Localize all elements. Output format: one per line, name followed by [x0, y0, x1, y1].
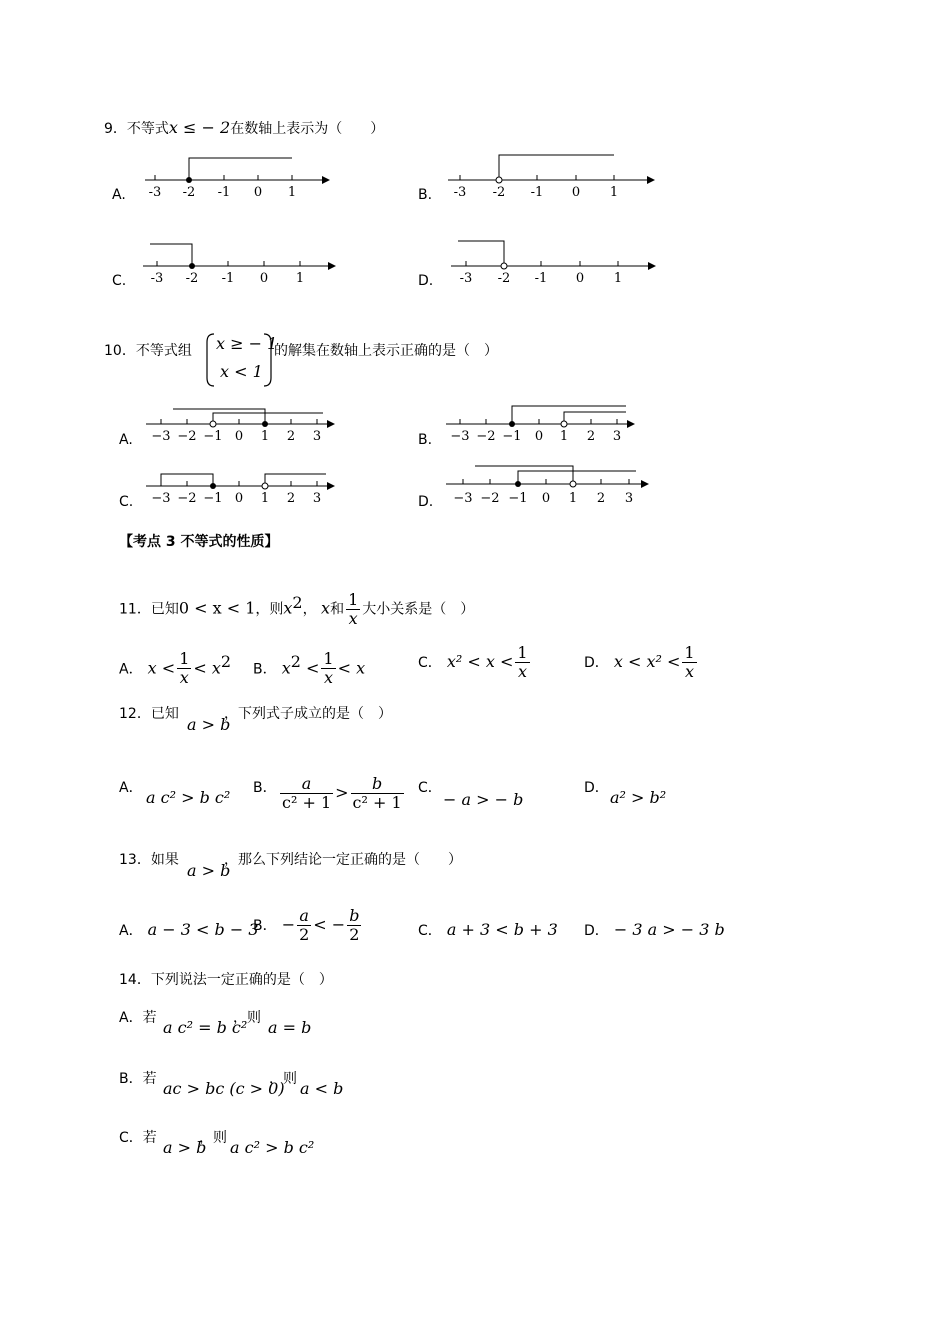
q12-option-d-expr: a² > b² — [610, 788, 667, 807]
q9-option-b-label[interactable]: B. — [418, 187, 433, 203]
tick-label: −1 — [502, 429, 522, 444]
tick-label: 3 — [624, 491, 634, 506]
q11-option-d[interactable]: D． x < x² < $\frac{1}{x}$ — [584, 643, 695, 681]
tick-label: -1 — [534, 271, 548, 286]
q14-option-c-sep: ，则 — [199, 1130, 227, 1146]
tick-label: 0 — [259, 271, 269, 286]
q9-option-c-number-line — [140, 236, 345, 291]
tick-label: −2 — [177, 491, 197, 506]
q12-stem-tail: ，下列式子成立的是（ ） — [224, 706, 392, 722]
q11-option-a[interactable]: A． x < $\frac{1}{x}$ < $x^2$ — [119, 649, 232, 688]
tick-label: −1 — [203, 429, 223, 444]
tick-label: 3 — [612, 429, 622, 444]
q11-stem: 11．已知0 < x < 1，则$x^2$， x和 $\frac{1}{x}$ 大小关系是（ ） — [119, 590, 475, 629]
q10-inequality-2: x < 1 — [220, 362, 263, 381]
tick-label: 1 — [559, 429, 569, 444]
section-heading: 【考点 3 不等式的性质】 — [119, 534, 279, 550]
q10-option-d-label[interactable]: D. — [418, 494, 434, 510]
q13-stem-tail: ，那么下列结论一定正确的是（ ） — [224, 852, 462, 868]
q10-option-b-label[interactable]: B. — [418, 432, 433, 448]
q12-option-b-expr: $\frac{a}{\text{c² + 1}}$ > $\frac{b}{\text{c² + 1}}$ — [282, 774, 402, 812]
q10-option-b-number-line — [443, 400, 643, 450]
q14-option-a-sep: ，则 — [233, 1010, 261, 1026]
q10-option-a-number-line — [143, 400, 343, 450]
q10-option-c-label[interactable]: C. — [119, 494, 134, 510]
q14-option-c[interactable]: C．若 — [119, 1130, 157, 1146]
tick-label: -1 — [221, 271, 235, 286]
tick-label: 1 — [260, 429, 270, 444]
tick-label: 2 — [596, 491, 606, 506]
tick-label: -2 — [185, 271, 199, 286]
q14-stem: 14．下列说法一定正确的是（ ） — [119, 972, 333, 988]
q13-condition: a > b — [187, 861, 231, 880]
q13-option-a[interactable]: A． a − 3 < b − 3 — [119, 920, 259, 939]
tick-label: −3 — [453, 491, 473, 506]
tick-label: −2 — [480, 491, 500, 506]
tick-label: −3 — [450, 429, 470, 444]
tick-label: −2 — [476, 429, 496, 444]
q9-option-d-label[interactable]: D. — [418, 273, 434, 289]
tick-label: 1 — [287, 185, 297, 200]
tick-label: 3 — [312, 491, 322, 506]
tick-label: 0 — [234, 491, 244, 506]
q14-option-b-sep: ，则 — [269, 1071, 297, 1087]
q10-option-d-number-line — [443, 460, 658, 512]
tick-label: -2 — [492, 185, 506, 200]
tick-label: 1 — [609, 185, 619, 200]
q14-option-c-expr: a > b — [163, 1138, 207, 1157]
q14-option-b-result: a < b — [300, 1079, 344, 1098]
tick-label: -3 — [150, 271, 164, 286]
q14-option-b-expr: ac > bc (c > 0) — [163, 1079, 285, 1098]
q13-stem: 13．如果 — [119, 852, 179, 868]
tick-label: 0 — [534, 429, 544, 444]
q9-stem: 9．不等式x ≤ − 2在数轴上表示为（ ） — [104, 118, 385, 137]
tick-label: 2 — [286, 491, 296, 506]
q12-option-c-expr: − a > − b — [443, 790, 524, 809]
tick-label: -2 — [182, 185, 196, 200]
q14-option-a-result: a = b — [268, 1018, 312, 1037]
tick-label: −3 — [151, 491, 171, 506]
tick-label: 1 — [295, 271, 305, 286]
tick-label: -1 — [217, 185, 231, 200]
tick-label: −3 — [151, 429, 171, 444]
q14-option-c-result: a c² > b c² — [230, 1138, 315, 1157]
tick-label: -3 — [459, 271, 473, 286]
tick-label: 2 — [586, 429, 596, 444]
q10-option-a-label[interactable]: A. — [119, 432, 133, 448]
q12-option-b-label[interactable]: B． — [253, 780, 277, 796]
tick-label: -2 — [497, 271, 511, 286]
q12-option-d-label[interactable]: D． — [584, 780, 609, 796]
tick-label: 0 — [253, 185, 263, 200]
tick-label: 2 — [286, 429, 296, 444]
q12-option-a-label[interactable]: A． — [119, 780, 143, 796]
q9-option-c-label[interactable]: C. — [112, 273, 127, 289]
q13-option-d[interactable]: D． − 3 a > − 3 b — [584, 920, 725, 939]
tick-label: 0 — [575, 271, 585, 286]
q11-option-c[interactable]: C． x² < x < $\frac{1}{x}$ — [418, 643, 528, 681]
q9-option-a-label[interactable]: A. — [112, 187, 126, 203]
q14-option-a[interactable]: A．若 — [119, 1010, 157, 1026]
q10-option-c-number-line — [143, 462, 343, 512]
tick-label: 0 — [541, 491, 551, 506]
tick-label: 0 — [234, 429, 244, 444]
q9-option-d-number-line — [448, 236, 663, 291]
tick-label: -3 — [148, 185, 162, 200]
q12-option-a-expr: a c² > b c² — [146, 788, 231, 807]
tick-label: 3 — [312, 429, 322, 444]
tick-label: 1 — [613, 271, 623, 286]
tick-label: −1 — [203, 491, 223, 506]
q9-option-b-number-line — [445, 150, 665, 205]
q12-stem: 12．已知 — [119, 706, 179, 722]
tick-label: 1 — [260, 491, 270, 506]
tick-label: 1 — [568, 491, 578, 506]
q10-inequality-1: x ≥ − 1 — [216, 334, 278, 353]
q12-condition: a > b — [187, 715, 231, 734]
q9-option-a-number-line — [140, 150, 340, 205]
q10-number: 10．不等式组 — [104, 343, 192, 359]
q10-stem-tail: 的解集在数轴上表示正确的是（ ） — [274, 343, 498, 359]
q14-option-b[interactable]: B．若 — [119, 1071, 157, 1087]
tick-label: -3 — [453, 185, 467, 200]
tick-label: −2 — [177, 429, 197, 444]
q13-option-b[interactable]: B． − $\frac{a}{2}$ < − $\frac{b}{2}$ — [253, 906, 360, 944]
q11-option-b[interactable]: B． $x^2$ < $\frac{1}{x}$ < x — [253, 649, 366, 688]
q14-option-a-expr: a c² = b c² — [163, 1018, 248, 1037]
q13-option-c[interactable]: C． a + 3 < b + 3 — [418, 920, 558, 939]
q12-option-c-label[interactable]: C． — [418, 780, 442, 796]
tick-label: −1 — [508, 491, 528, 506]
tick-label: -1 — [530, 185, 544, 200]
tick-label: 0 — [571, 185, 581, 200]
